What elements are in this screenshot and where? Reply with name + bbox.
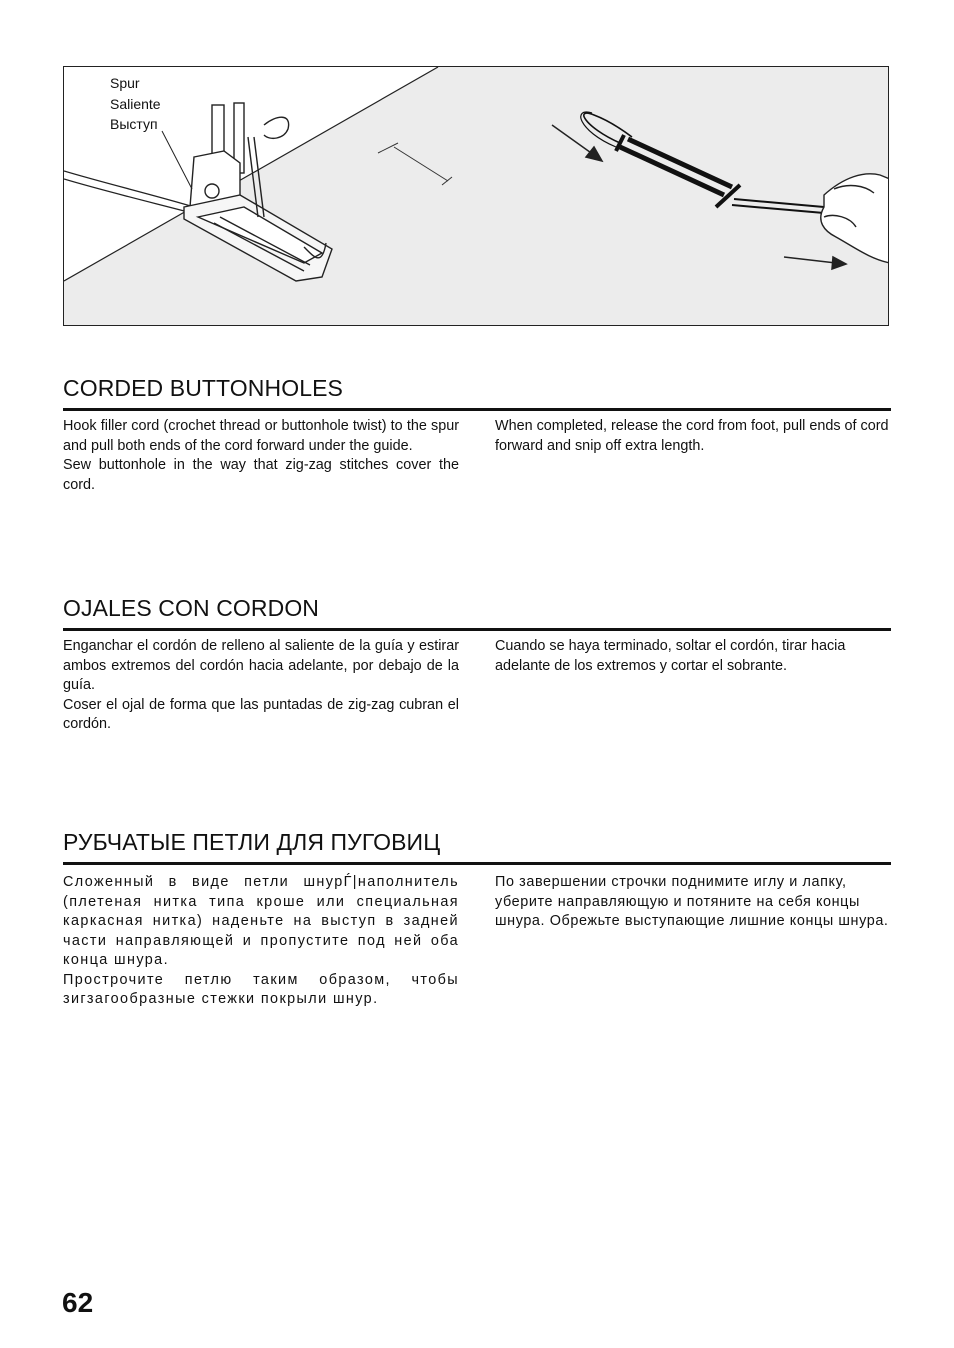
paragraph: Hook filler cord (crochet thread or buttonhole twist) to the spur and pull both ends of the cord forward under the guide.: [63, 418, 459, 454]
corded-buttonhole-illustration: [64, 67, 889, 326]
illustration-panel: [63, 66, 889, 326]
paragraph: Enganchar el cordón de relleno al saliente de la guía y estirar ambos extremos del cordón hacia adelante, por debajo de la guía.: [63, 638, 459, 693]
page-number: 62: [62, 1287, 94, 1318]
section-title: OJALES CON CORDON: [63, 594, 891, 631]
paragraph: По завершении строчки поднимите иглу и лапку, уберите направляющую и потяните на себя концы шнура. Обрежьте выступающие лишние концы шнура.: [495, 874, 889, 929]
section-russian: [63, 828, 891, 1010]
callout-label-ru: Выступ: [110, 116, 158, 132]
right-column: [495, 873, 891, 1010]
section-columns: [63, 637, 891, 735]
paragraph: When completed, release the cord from foot, pull ends of cord forward and snip off extra length.: [495, 418, 889, 454]
section-columns: [63, 873, 891, 1010]
fabric-shade: [64, 67, 889, 326]
callout-label-es: Saliente: [110, 95, 161, 112]
paragraph: Cuando se haya terminado, soltar el cordón, tirar hacia adelante de los extremos y cortar el sobrante.: [495, 638, 846, 674]
paragraph: Coser el ojal de forma que las puntadas de zig-zag cubran el cordón.: [63, 696, 459, 732]
spur-callout: [110, 73, 161, 135]
left-column: [63, 637, 459, 735]
section-columns: [63, 417, 891, 495]
paragraph: Sew buttonhole in the way that zig-zag stitches cover the cord.: [63, 457, 459, 493]
right-column: [495, 637, 891, 735]
section-title: РУБЧАТЫЕ ПЕТЛИ ДЛЯ ПУГОВИЦ: [63, 828, 891, 865]
left-column: [63, 417, 459, 495]
right-column: [495, 417, 891, 495]
paragraph: Прострочите петлю таким образом, чтобы зигзагообразные стежки покрыли шнур.: [63, 971, 459, 1007]
callout-label-en: Spur: [110, 75, 140, 91]
left-column: [63, 873, 459, 1010]
section-title: CORDED BUTTONHOLES: [63, 374, 891, 411]
paragraph: Сложенный в виде петли шнурЃ|наполнитель (плетеная нитка типа крошe или специальная каркасная нитка) наденьте на выступ в задней части направляющей и пропустите под ней оба конца шнура.: [63, 874, 459, 968]
section-english: [63, 374, 891, 495]
section-spanish: [63, 594, 891, 735]
callout-leader: [162, 131, 192, 189]
filler-cord: [64, 171, 194, 213]
